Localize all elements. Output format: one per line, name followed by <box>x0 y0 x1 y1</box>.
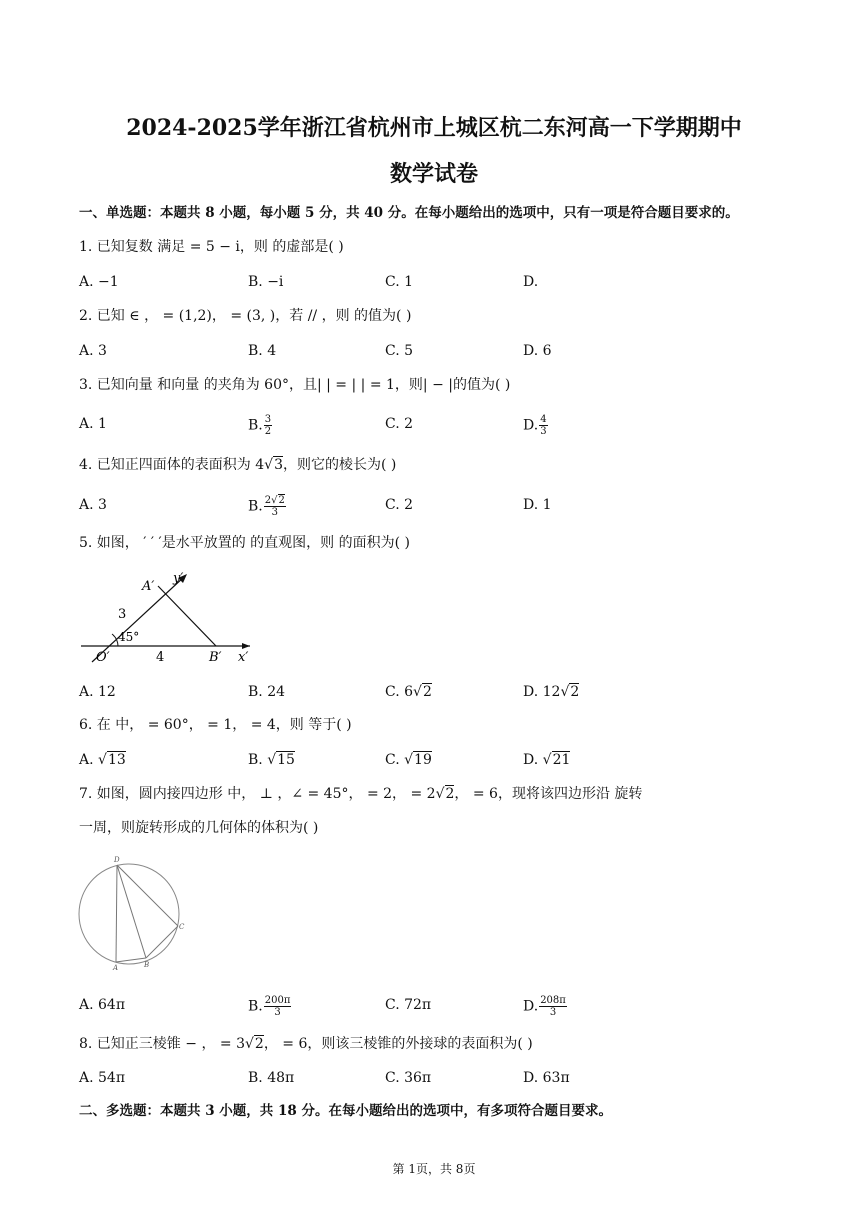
segment-da <box>116 865 117 962</box>
circle <box>79 864 179 964</box>
oblique-projection-figure <box>78 566 258 666</box>
label-b: B <box>144 961 150 969</box>
question-2-option-d: D. 6 <box>523 343 552 359</box>
question-4-option-d: D. 1 <box>523 497 552 513</box>
question-8-option-c: C. 36π <box>385 1070 432 1086</box>
question-5-stem: 5. 如图， ′ ′ ′是水平放置的 的直观图，则 的面积为( ) <box>79 535 410 551</box>
question-6-stem: 6. 在 中， = 60°， = 1， = 4，则 等于( ) <box>79 717 352 733</box>
segment-ab <box>116 958 146 962</box>
question-1-stem: 1. 已知复数 满足 = 5 − i，则 的虚部是( ) <box>79 239 344 255</box>
question-5-option-d: D. 12√2 <box>523 684 580 700</box>
question-7-option-d: D. $\frac{208\pi}{3}$ <box>523 995 566 1018</box>
label-x: x′ <box>238 650 249 665</box>
question-2-option-c: C. 5 <box>385 343 414 359</box>
question-3-option-c: C. 2 <box>385 416 414 432</box>
question-8-stem: 8. 已知正三棱锥 − ， = 3√2， = 6，则该三棱锥的外接球的表面积为( ) <box>79 1036 533 1052</box>
question-3-stem: 3. 已知向量 和向量 的夹角为 60°，且| | = | | = 1，则| − |的值为( ) <box>79 377 511 393</box>
question-8-option-d: D. 63π <box>523 1070 570 1086</box>
fraction: $\frac{208\pi}{3}$ <box>540 995 566 1018</box>
segment-ab <box>158 586 216 646</box>
question-6-option-d: D. √21 <box>523 752 571 768</box>
question-5-option-a: A. 12 <box>79 684 116 700</box>
question-2-stem: 2. 已知 ∈ ， = (1,2)， = (3, )，若 // ，则 的值为( ) <box>79 308 412 324</box>
question-4-option-c: C. 2 <box>385 497 414 513</box>
fraction: $\frac{4}{3}$ <box>540 414 547 437</box>
x-axis-arrow-icon <box>242 643 250 649</box>
inscribed-quadrilateral-figure <box>78 854 188 974</box>
label-a: A <box>113 964 119 972</box>
fraction: $\frac{2√2}{3}$ <box>264 495 285 518</box>
question-6-option-a: A. √13 <box>79 752 126 768</box>
question-2-option-b: B. 4 <box>248 343 277 359</box>
label-o: O′ <box>96 650 110 665</box>
question-7-stem-line-1: 7. 如图，圆内接四边形 中， ⊥ ，∠ = 45°， = 2， = 2√2， = 6，现将该四边形沿 旋转 <box>79 786 643 802</box>
label-y: y′ <box>173 571 184 586</box>
question-1-option-a: A. −1 <box>79 274 119 290</box>
question-4-stem: 4. 已知正四面体的表面积为 4√3，则它的棱长为( ) <box>79 457 397 473</box>
question-7-option-c: C. 72π <box>385 997 432 1013</box>
question-5-option-c: C. 6√2 <box>385 684 432 700</box>
exam-subtitle: 数学试卷 <box>389 161 478 187</box>
question-7-option-a: A. 64π <box>79 997 126 1013</box>
question-5-option-b: B. 24 <box>248 684 286 700</box>
question-3-option-d: D. $\frac{4}{3}$ <box>523 414 547 437</box>
label-d: D <box>114 856 120 864</box>
label-a: A′ <box>142 579 155 594</box>
question-1-option-b: B. −i <box>248 274 284 290</box>
question-3-option-b: B. $\frac{3}{2}$ <box>248 414 272 437</box>
question-1-option-c: C. 1 <box>385 274 414 290</box>
question-6-option-c: C. √19 <box>385 752 432 768</box>
exam-title: 2024-2025学年浙江省杭州市上城区杭二东河高一下学期期中 <box>126 115 742 141</box>
question-4-option-a: A. 3 <box>79 497 107 513</box>
question-2-option-a: A. 3 <box>79 343 107 359</box>
label-angle: 45° <box>118 630 140 644</box>
question-8-option-b: B. 48π <box>248 1070 295 1086</box>
fraction: $\frac{200\pi}{3}$ <box>264 995 291 1018</box>
fraction: $\frac{3}{2}$ <box>264 414 272 437</box>
page-footer: 第 1页，共 8页 <box>392 1162 476 1176</box>
section-single-choice-heading: 一、单选题：本题共 8 小题，每小题 5 分，共 40 分。在每小题给出的选项中，只有一项是符合题目要求的。 <box>79 205 739 221</box>
label-b: B′ <box>209 650 222 665</box>
section-multiple-choice-heading: 二、多选题：本题共 3 小题，共 18 分。在每小题给出的选项中，有多项符合题目要求。 <box>79 1103 612 1119</box>
question-7-stem-line-2: 一周，则旋转形成的几何体的体积为( ) <box>79 820 319 836</box>
question-4-option-b: B. $\frac{2√2}{3}$ <box>248 495 285 518</box>
question-8-option-a: A. 54π <box>79 1070 126 1086</box>
question-3-option-a: A. 1 <box>79 416 107 432</box>
segment-bc <box>146 926 178 958</box>
label-side: 3 <box>118 607 127 622</box>
question-6-option-b: B. √15 <box>248 752 295 768</box>
label-base: 4 <box>156 650 165 665</box>
label-c: C <box>179 923 185 931</box>
question-1-option-d: D. <box>523 274 539 290</box>
question-7-option-b: B. $\frac{200\pi}{3}$ <box>248 995 291 1018</box>
